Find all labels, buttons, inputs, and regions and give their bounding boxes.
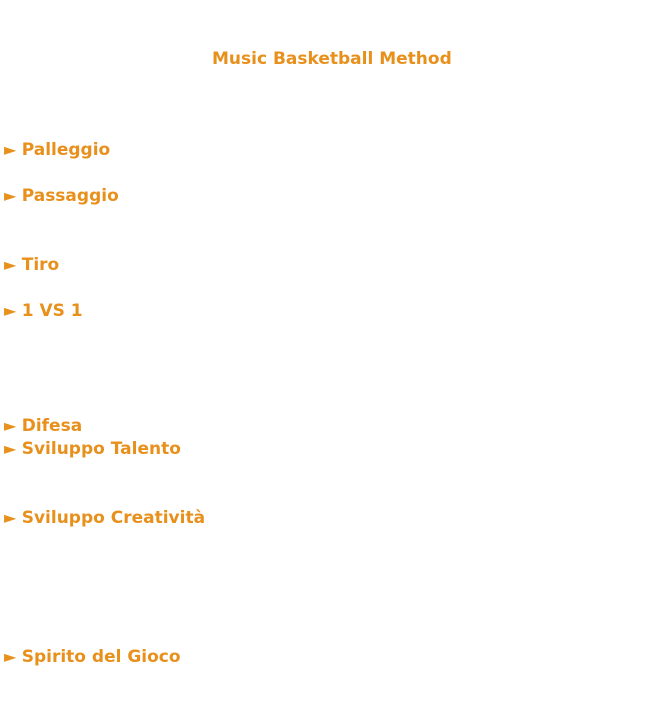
item-title: Tiro xyxy=(21,255,60,275)
list-item-spirito-del-gioco xyxy=(4,645,181,669)
arrow-right-icon: ► xyxy=(4,301,17,320)
item-title: Spirito del Gioco xyxy=(21,647,181,667)
arrow-right-icon: ► xyxy=(4,140,17,159)
arrow-right-icon: ► xyxy=(4,416,17,435)
arrow-right-icon: ► xyxy=(4,647,17,666)
item-title: Palleggio xyxy=(21,140,111,160)
item-title: Passaggio xyxy=(21,186,119,206)
list-item-1vs1 xyxy=(4,299,83,323)
list-item-sviluppo-creativita xyxy=(4,506,205,530)
item-title: 1 VS 1 xyxy=(21,301,83,321)
list-item-sviluppo-talento xyxy=(4,437,181,461)
arrow-right-icon: ► xyxy=(4,255,17,274)
list-item-difesa xyxy=(4,414,82,438)
arrow-right-icon: ► xyxy=(4,186,17,205)
list-item-passaggio xyxy=(4,184,119,208)
item-title: Sviluppo Creatività xyxy=(21,508,206,528)
item-title: Sviluppo Talento xyxy=(21,439,181,459)
list-item-palleggio xyxy=(4,138,110,162)
arrow-right-icon: ► xyxy=(4,439,17,458)
method-name: Music Basketball Method xyxy=(212,49,452,69)
list-item-tiro xyxy=(4,253,59,277)
arrow-right-icon: ► xyxy=(4,508,17,527)
item-title: Difesa xyxy=(21,416,83,436)
